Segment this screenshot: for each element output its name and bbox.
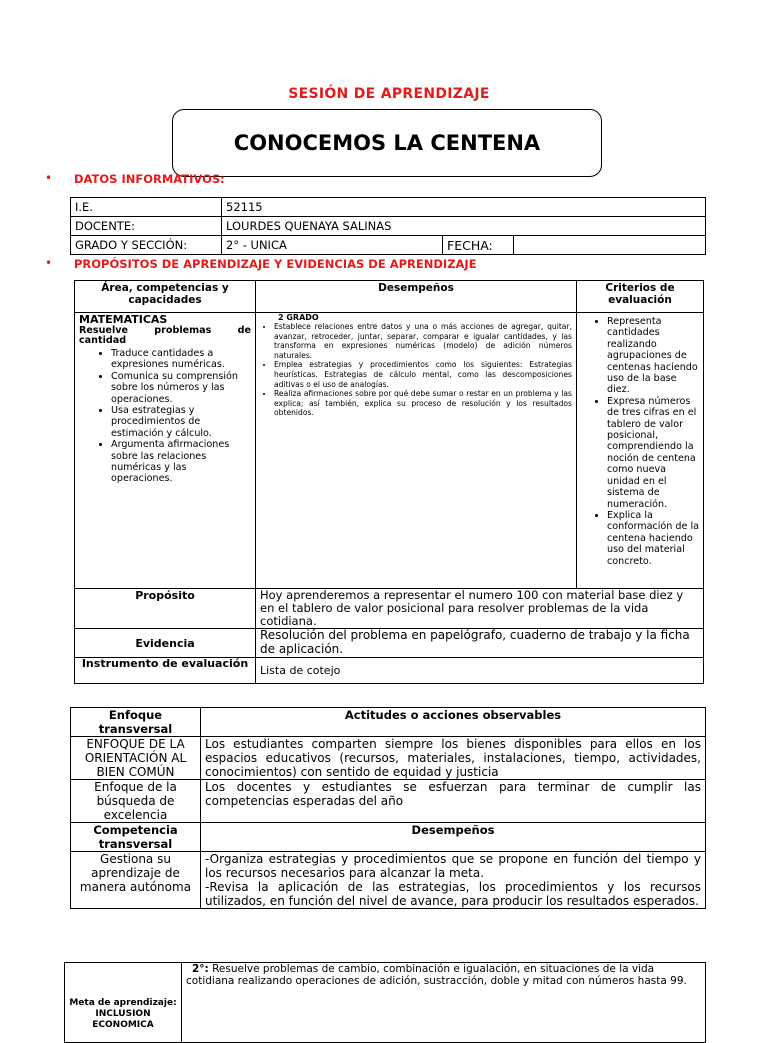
table-row <box>71 737 706 780</box>
bullet-icon: • <box>45 256 53 270</box>
table-row <box>71 236 706 255</box>
evidencia-value: Resolución del problema en papelógrafo, cuaderno de trabajo y la ficha de aplicación. <box>256 629 704 658</box>
desempeno-line: -Organiza estrategias y procedimientos que se propone en función del tiempo y los recursos necesarios para alcanzar la meta. <box>205 852 701 880</box>
session-title: SESIÓN DE APRENDIZAJE <box>288 86 490 102</box>
area-name: MATEMATICAS <box>79 313 168 326</box>
area-cell <box>75 313 256 589</box>
meta-grade: 2°: <box>192 963 209 975</box>
list-item: • Realiza afirmaciones sobre por qué debe sumar o restar en un problema y las explica; así también, explica su proceso de resolución y los resultados obtenidos. <box>274 389 572 418</box>
table-row <box>75 629 704 658</box>
section-heading-propositos: PROPÓSITOS DE APRENDIZAJE Y EVIDENCIAS DE APRENDIZAJE <box>74 257 477 271</box>
fecha-label: FECHA: <box>443 236 514 255</box>
table-row <box>71 708 706 737</box>
meta-cell <box>182 963 706 1043</box>
enfoque-text: Los docentes y estudiantes se esfuerzan para terminar de cumplir las competencias esperadas del año <box>201 780 706 823</box>
fecha-value <box>514 236 706 255</box>
grado-label: GRADO Y SECCIÓN: <box>71 236 222 255</box>
main-title: CONOCEMOS LA CENTENA <box>233 131 541 155</box>
desempenos-list <box>260 322 572 418</box>
competencia: Resuelve problemas de cantidad <box>79 325 251 346</box>
propositos-table <box>74 280 704 684</box>
list-item: • Argumenta afirmaciones sobre las relaciones numéricas y las operaciones. <box>111 439 251 485</box>
instrumento-value: Lista de cotejo <box>256 658 704 684</box>
col-header-actitudes: Actitudes o acciones observables <box>201 708 706 737</box>
competencia-text <box>201 852 706 909</box>
enfoque-name: ENFOQUE DE LA ORIENTACIÓN AL BIEN COMÚN <box>71 737 201 780</box>
table-row <box>71 217 706 236</box>
list-item: • Explica la conformación de la centena haciendo uso del material concreto. <box>607 510 699 567</box>
list-item: • Expresa números de tres cifras en el tablero de valor posicional, comprendiendo la noción de centena como nueva unidad en el sistema de numeración. <box>607 396 699 510</box>
table-row <box>75 658 704 684</box>
col-header-enfoque: Enfoque transversal <box>71 708 201 737</box>
grado-value: 2° - UNICA <box>222 236 443 255</box>
table-row <box>65 963 706 1043</box>
col-header-area: Área, competencias y capacidades <box>75 281 256 313</box>
docente-value: LOURDES QUENAYA SALINAS <box>222 217 706 236</box>
criterios-cell <box>577 313 704 589</box>
ie-label: I.E. <box>71 198 222 217</box>
list-item: • Traduce cantidades a expresiones numéricas. <box>111 348 251 371</box>
proposito-label: Propósito <box>75 589 256 629</box>
col-header-competencia: Competencia transversal <box>71 823 201 852</box>
enfoque-text: Los estudiantes comparten siempre los bienes disponibles para ellos en los espacios educativos (recursos, materiales, instalaciones, tiempo, actividades, conocimientos) con sentido de equidad y justicia <box>201 737 706 780</box>
col-header-desempenos: Desempeños <box>256 281 577 313</box>
col-header-desempenos-2: Desempeños <box>201 823 706 852</box>
list-item: • Comunica su comprensión sobre los números y las operaciones. <box>111 371 251 405</box>
capacidades-list <box>79 348 251 485</box>
evidencia-label: Evidencia <box>75 629 256 658</box>
table-row <box>75 589 704 629</box>
table-row <box>71 198 706 217</box>
table-row <box>71 852 706 909</box>
grado-heading: 2 GRADO <box>278 313 319 322</box>
meta-table <box>64 962 706 1043</box>
proposito-value: Hoy aprenderemos a representar el numero 100 con material base diez y en el tablero de valor posicional para resolver problemas de la vida cotidiana. <box>256 589 704 629</box>
list-item: • Usa estrategias y procedimientos de estimación y cálculo. <box>111 405 251 439</box>
desempenos-cell <box>256 313 577 589</box>
ie-value: 52115 <box>222 198 706 217</box>
table-row <box>75 313 704 589</box>
col-header-criterios: Criterios de evaluación <box>577 281 704 313</box>
enfoque-name: Enfoque de la búsqueda de excelencia <box>71 780 201 823</box>
docente-label: DOCENTE: <box>71 217 222 236</box>
list-item: • Establece relaciones entre datos y una o más acciones de agregar, quitar, avanzar, retroceder, juntar, separar, comparar e igualar cantidades, y las transforma en expresiones numéricas (modelo) de adición números naturales. <box>274 322 572 360</box>
table-row <box>71 823 706 852</box>
list-item: • Representa cantidades realizando agrupaciones de centenas haciendo uso de la base diez. <box>607 316 699 396</box>
desempeno-line: -Revisa la aplicación de las estrategias, los procedimientos y los recursos utilizados, en función del nivel de avance, para producir los resultados esperados. <box>205 880 701 908</box>
criterios-list <box>581 313 699 567</box>
section-heading-datos: DATOS INFORMATIVOS: <box>74 172 225 186</box>
list-item: • Emplea estrategias y procedimientos como los siguientes: Estrategias heurísticas. Estrategias de cálculo mental, como las descomposiciones aditivas o el uso de analogías. <box>274 360 572 389</box>
table-row <box>75 281 704 313</box>
instrumento-label: Instrumento de evaluación <box>75 658 256 684</box>
enfoque-table <box>70 707 706 909</box>
meta-label: Meta de aprendizaje: INCLUSION ECONOMICA <box>65 963 182 1043</box>
competencia-name: Gestiona su aprendizaje de manera autónoma <box>71 852 201 909</box>
main-title-box <box>172 109 602 177</box>
datos-table <box>70 197 706 255</box>
meta-text: Resuelve problemas de cambio, combinación e igualación, en situaciones de la vida cotidiana realizando operaciones de adición, sustracción, doble y mitad con números hasta 99. <box>186 963 687 987</box>
bullet-icon: • <box>45 171 53 185</box>
table-row <box>71 780 706 823</box>
